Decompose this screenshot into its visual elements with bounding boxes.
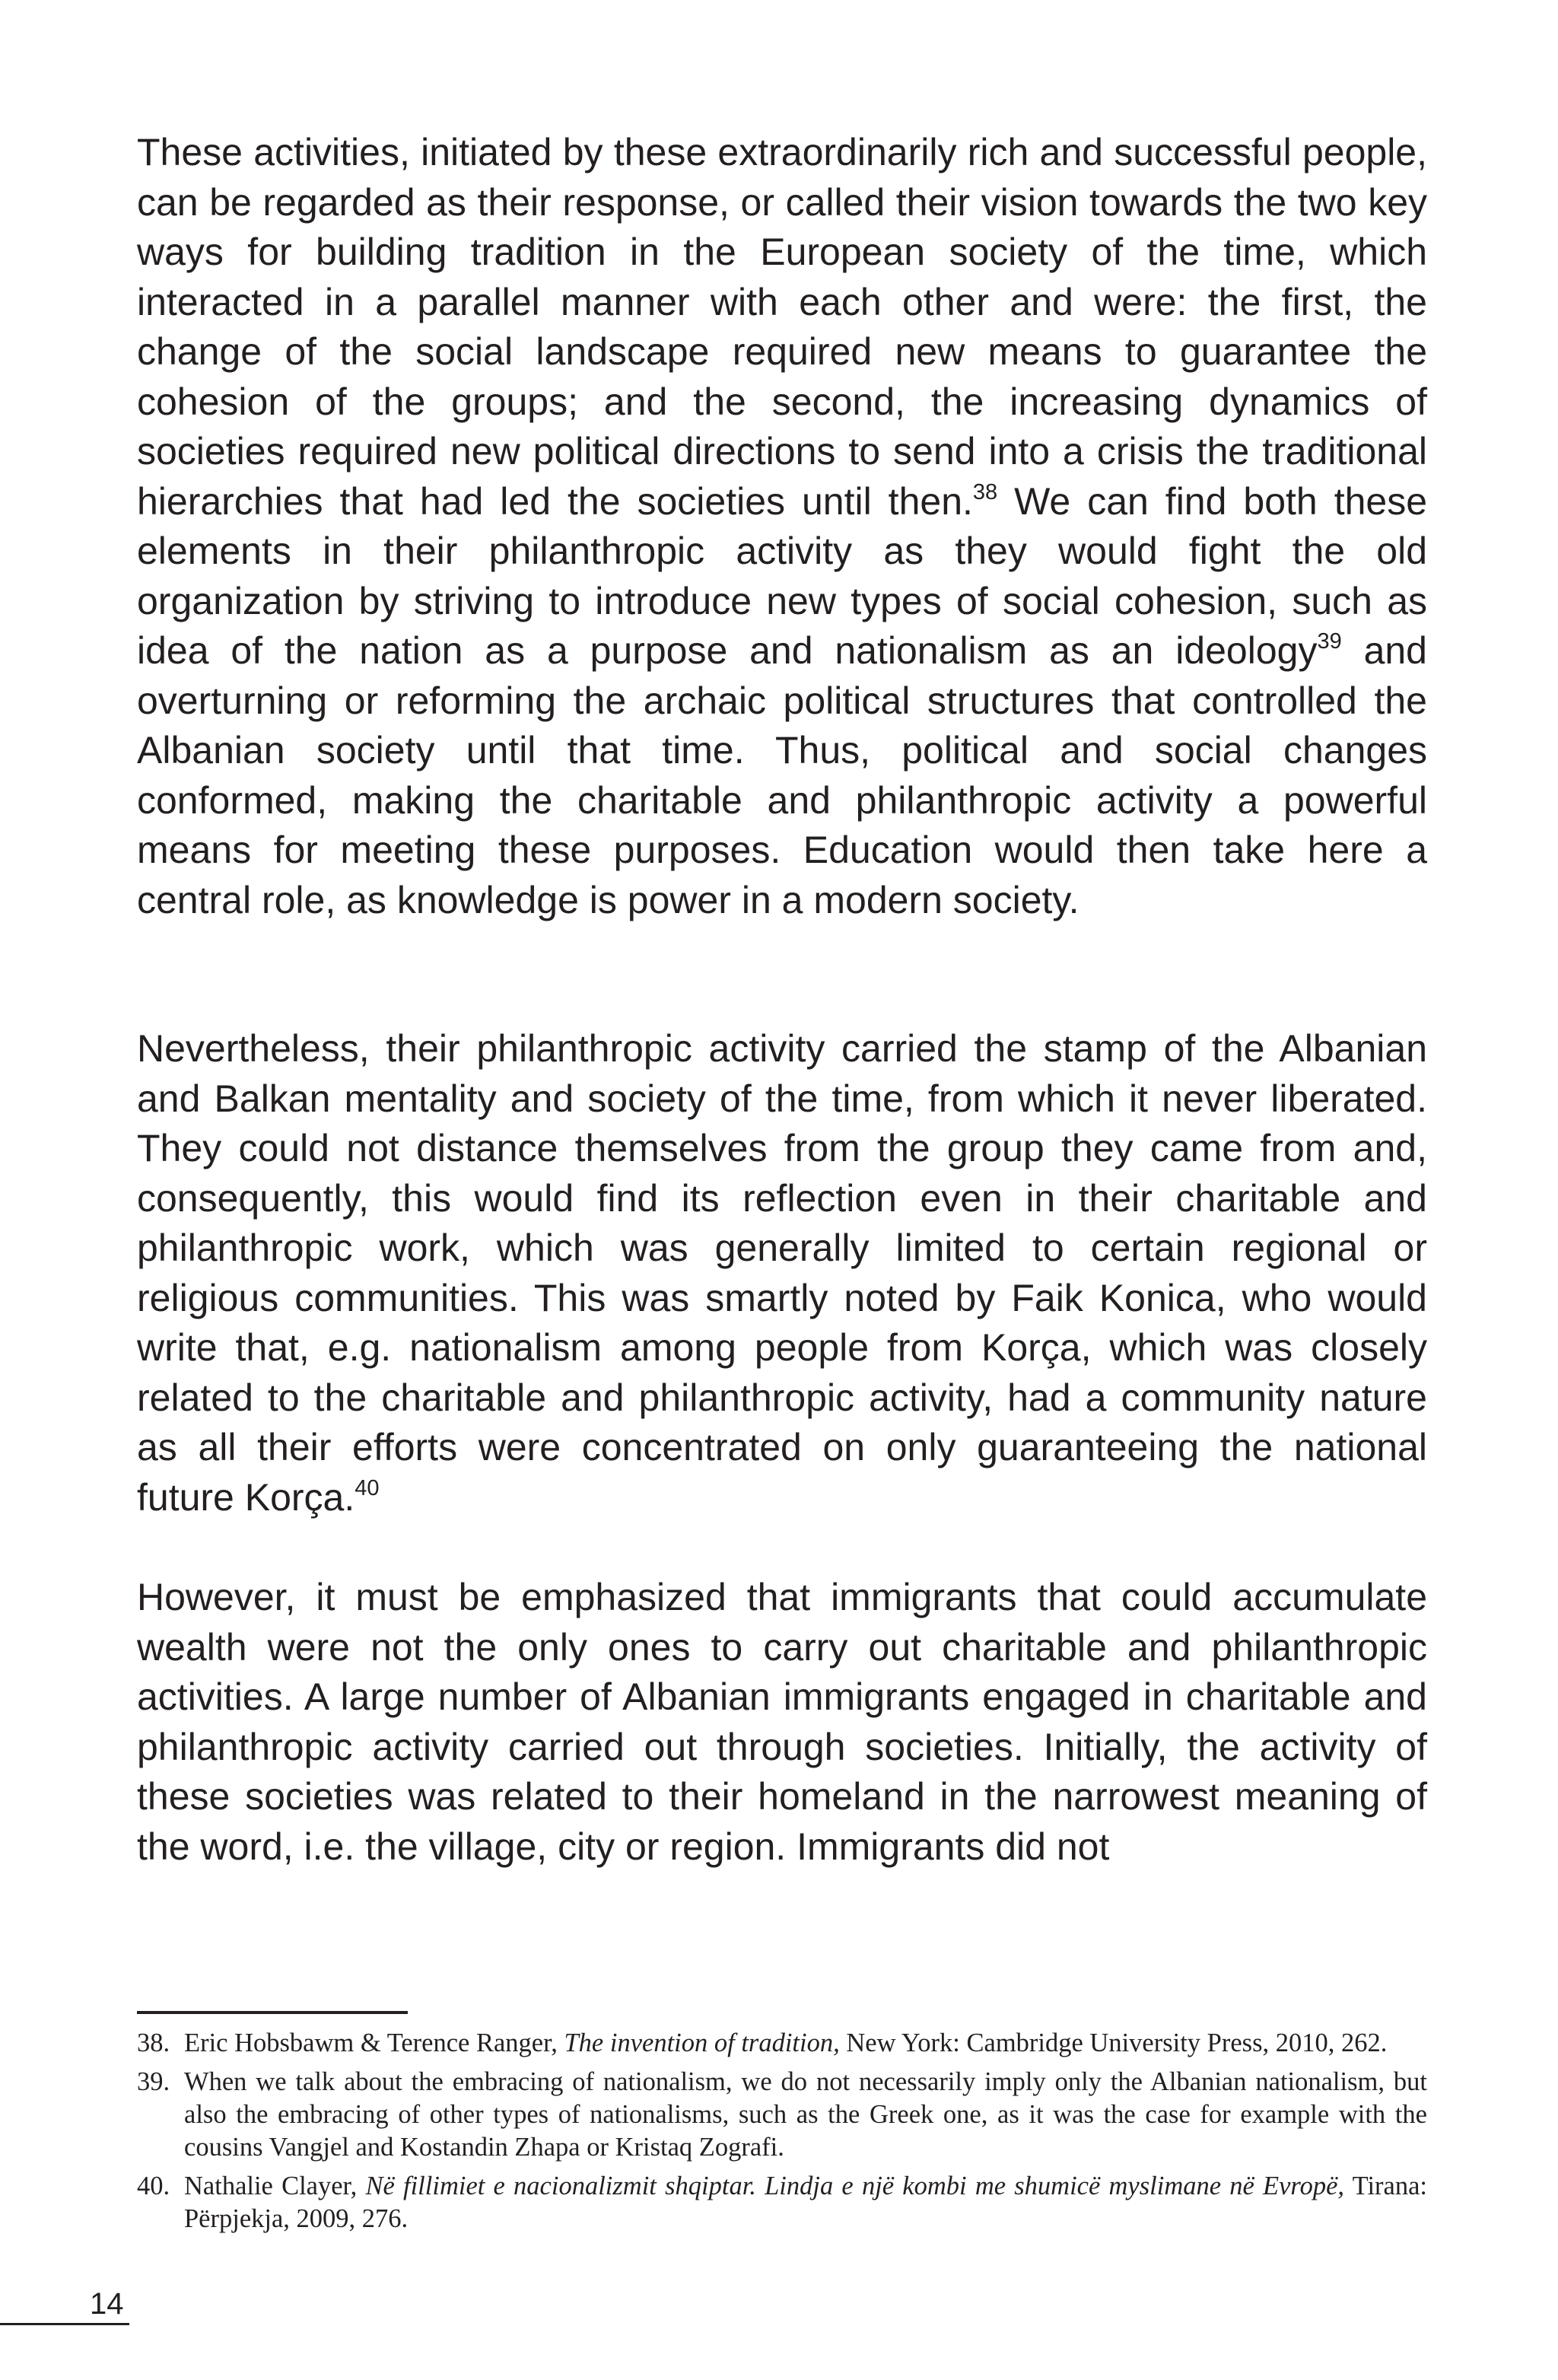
footnote-book-title: The invention of tradition, [564,2028,840,2057]
paragraph-1-text-a: These activities, initiated by these extraordinarily rich and successful people, can be regarded as their response, or called their vision towards the two key ways for building tradition in the European society of the time, which interacted in a parallel manner with each other and were: the first, the change of the social landscape required new means to guarantee the cohesion of the groups; and the second, the increasing dynamics of societies required new political directions to send into a crisis the traditional hierarchies that had led the societies until then. [137,131,1427,523]
footnote-text [184,2027,1427,2060]
footnotes-section [137,2027,1427,2242]
body-paragraph-3 [137,1573,1427,1872]
footnote-38 [137,2027,1427,2060]
footnote-40 [137,2170,1427,2235]
footnote-number: 38. [137,2028,170,2057]
footnote-text-run: When we talk about the embracing of nationalism, we do not necessarily imply only the Albanian nationalism, but also the embracing of other types of nationalisms, such as the Greek one, as it was the case for example with the cousins Vangjel and Kostandin Zhapa or Kristaq Zografi. [184,2067,1427,2162]
body-paragraph-1 [137,128,1427,925]
footnote-number: 40. [137,2172,170,2200]
footnote-text-run: Tirana: Përpjekja, 2009, 276. [184,2172,1427,2233]
page-number-rule [0,2323,129,2325]
footnote-book-title: Në fillimiet e nacionalizmit shqiptar. Lindja e një kombi me shumicë myslimane në Evropë, [365,2172,1345,2200]
footnote-text [184,2066,1427,2164]
footnote-text-run: New York: Cambridge University Press, 2010, 262. [839,2028,1388,2057]
footnote-ref-38[interactable]: 38 [972,479,998,504]
footnote-separator [137,2011,408,2014]
footnote-number: 39. [137,2067,170,2096]
page-number: 14 [90,2287,124,2321]
footnote-39 [137,2066,1427,2164]
paragraph-1-text-b: We can find both these elements in their philanthropic activity as they would fight the old organization by striving to introduce new types of social cohesion, such as idea of the nation as a purpose and nationalism as an ideology [137,479,1428,672]
footnote-ref-40[interactable]: 40 [355,1475,380,1500]
paragraph-2-text-a: Nevertheless, their philanthropic activity carried the stamp of the Albanian and Balkan mentality and society of the time, from which it never liberated. They could not distance themselves from the group they came from and, consequently, this would find its reflection even in their charitable and philanthropic work, which was generally limited to certain regional or religious communities. This was smartly noted by Faik Konica, who would write that, e.g. nationalism among people from Korça, which was closely related to the charitable and philanthropic activity, had a community nature as all their efforts were concentrated on only guaranteeing the national future Korça. [137,1027,1427,1519]
footnote-text-run: Nathalie Clayer, [184,2172,366,2200]
footnote-ref-39[interactable]: 39 [1317,629,1342,654]
paragraph-1-text-c: and overturning or reforming the archaic political structures that controlled the Albanian society until that time. Thus, political and social changes conformed, making the charitable and philanthropic activity a powerful means for meeting these purposes. Education would then take here a central role, as knowledge is power in a modern society. [137,629,1427,921]
paragraph-3-text-a: However, it must be emphasized that immigrants that could accumulate wealth were not the only ones to carry out charitable and philanthropic activities. A large number of Albanian immigrants engaged in charitable and philanthropic activity carried out through societies. Initially, the activity of these societies was related to their homeland in the narrowest meaning of the word, i.e. the village, city or region. Immigrants did not [137,1576,1427,1868]
body-paragraph-2 [137,1024,1427,1522]
footnote-text [184,2170,1427,2235]
footnote-text-run: Eric Hobsbawm & Terence Ranger, [184,2028,564,2057]
